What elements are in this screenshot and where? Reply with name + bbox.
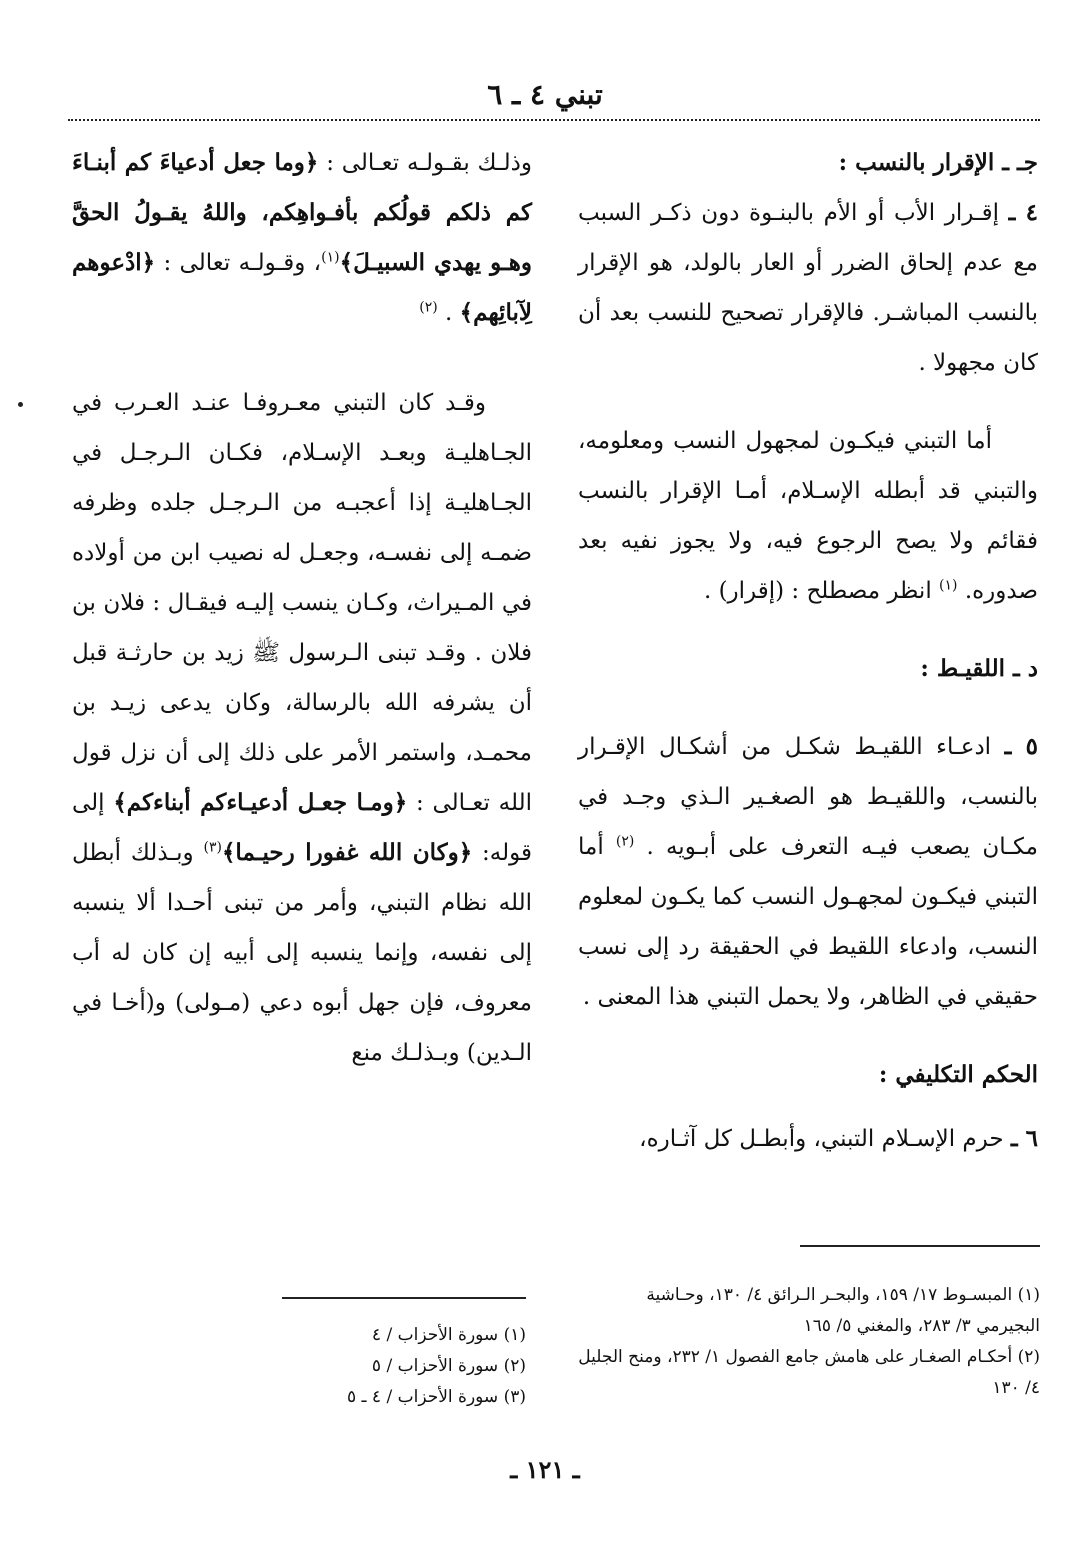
footnote-ref: (٣)	[203, 839, 222, 856]
header-dotted-rule	[68, 119, 1040, 121]
paragraph-text: .	[445, 300, 460, 326]
paragraph-text: وقـد كان التبني معـروفـا عنـد العـرب في الجـاهليـة وبعـد الإسـلام، فكـان الـرجـل في الجـاهليـة إذا أعجبـه من الـرجـل جلده وظرفه ضمـه إلى نفسـه، وجعـل له نصيب ابن من أولاده في المـيراث، وكـان ينسب إليـه فيقـال : فلان بن فلان . وقـد تبنى الـرسول ﷺ زيد بن حارثـة قبل أن يشرفه الله بالرسالة، وكان يدعى زيـد بن محمـد، واستمر الأمر على ذلك إلى أن نزل قول الله تعـالى :	[72, 390, 533, 816]
quran-verse: ﴿ومـا جعـل أدعيـاءكم أبناءكم﴾	[113, 789, 408, 816]
paragraph-text: أما التبني فيكـون لمجهـول النسب كما يكـون لمعلوم النسب، وادعاء اللقيط في الحقيقة رد إلى نسب حقيقي في الظاهر، ولا يحمل التبني هذا المعنى .	[578, 834, 1038, 1010]
paragraph-text: وذلـك بقـولـه تعـالى :	[326, 150, 533, 176]
running-header: تبني ٤ ـ ٦	[487, 78, 603, 111]
footnote-rule-left	[282, 1297, 526, 1299]
right-column	[578, 138, 1038, 1164]
footnote-item: (٢) سورة الأحزاب / ٥	[371, 1356, 526, 1376]
paragraph-history	[72, 378, 532, 1078]
section-heading-ruling: الحكم التكليفي :	[878, 1061, 1038, 1088]
footnote-ref: (١)	[939, 577, 958, 594]
scan-speck	[18, 402, 23, 407]
quran-verse: ﴿وما جعل أدعياءَ كم أبنـاءَ كم ذلكم قولُكم بأفـواهِكم، واللهُ يقـولُ الحقَّ وهـو يهدي السبيـلَ﴾	[72, 149, 532, 276]
footnote-ref: (٢)	[615, 833, 635, 850]
paragraph-number: ٥ ـ	[1004, 733, 1038, 760]
paragraph-text: انظر مصطلح : (إقرار) .	[703, 578, 932, 604]
paragraph-6	[578, 1114, 1038, 1164]
section-heading-c: جـ ـ الإقرار بالنسب :	[838, 149, 1038, 176]
paragraph-text: ، وقـولـه تعالى :	[163, 250, 322, 276]
left-column	[72, 138, 532, 1078]
footnote-item: (٣) سورة الأحزاب / ٤ ـ ٥	[346, 1387, 526, 1407]
paragraph-4	[578, 188, 1038, 388]
paragraph-text: وبـذلك أبطل الله نظام التبني، وأمر من تبنى أحـدا ألا ينسبه إلى نفسه، وإنما ينسبه إلى أبيه إن كان له أب معروف، فإن جهل أبوه دعي (مـولى) و(أخـا في الـدين) وبـذلـك منع	[72, 840, 532, 1066]
paragraph-text: حرم الإسـلام التبني، وأبطـل كل آثـاره،	[639, 1126, 1004, 1152]
quran-verse: ﴿وكان الله غفورا رحيـما﴾	[221, 839, 473, 866]
paragraph-5	[578, 722, 1038, 1022]
footnote-rule-right	[800, 1245, 1040, 1247]
quran-verse: ﴿ادْعوهم لِآبائِهم﴾	[72, 249, 532, 326]
paragraph-quran-citation	[72, 138, 532, 338]
paragraph-text: ادعـاء اللقيـط شكـل من أشكـال الإقـرار بالنسب، واللقيـط هو الصغـير الـذي وجـد في مكـان يصعب فيـه التعرف على أبـويه .	[578, 734, 1039, 860]
paragraph-text: إلى قوله:	[72, 790, 532, 866]
footnote-item: (٢) أحكـام الصغـار على هامش جامع الفصول ١/ ٢٣٢، ومنح الجليل ٤/ ١٣٠	[578, 1347, 1040, 1398]
page-number: ـ ١٢١ ـ	[510, 1455, 580, 1484]
paragraph-text: إقـرار الأب أو الأم بالبنـوة دون ذكـر السبب مع عدم إلحاق الضرر أو العار بالولد، هو الإقرار بالنسب المباشـر. فالإقرار تصحيح للنسب بعد أن كان مجهولا .	[578, 200, 1038, 376]
paragraph-number: ٦ ـ	[1010, 1125, 1038, 1152]
section-heading-d: د ـ اللقيـط :	[920, 655, 1038, 682]
paragraph-text: أما التبني فيكـون لمجهول النسب ومعلومه، والتبني قد أبطله الإسـلام، أمـا الإقرار بالنسب فقائم ولا يصح الرجوع فيه، ولا يجوز نفيه بعد صدوره.	[578, 428, 1038, 604]
paragraph-number: ٤ ـ	[1008, 199, 1039, 226]
footnote-ref: (٢)	[419, 299, 438, 316]
footnote-item: (١) المبسـوط ١٧/ ١٥٩، والبحـر الـرائق ٤/ ١٣٠، وحـاشية البجيرمي ٣/ ٢٨٣، والمغني ٥/ ١٦٥	[646, 1285, 1040, 1336]
footnotes-right	[578, 1280, 1040, 1404]
footnotes-left	[282, 1320, 526, 1413]
footnote-ref: (١)	[321, 249, 340, 266]
paragraph-4b	[578, 416, 1038, 616]
footnote-item: (١) سورة الأحزاب / ٤	[371, 1325, 526, 1345]
